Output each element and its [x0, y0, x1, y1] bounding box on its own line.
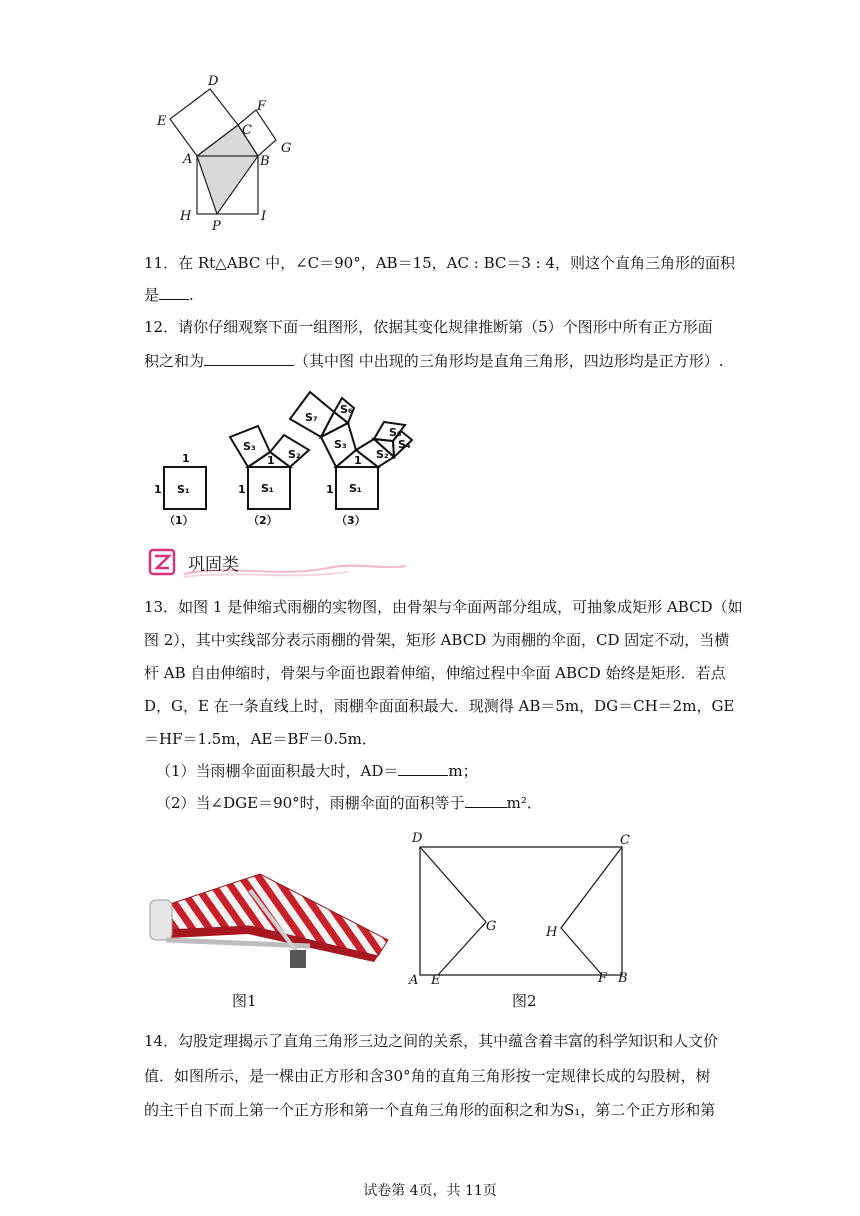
label-E: E: [431, 973, 441, 988]
label-G: G: [486, 919, 497, 934]
side-label: 1: [182, 452, 190, 465]
page-footer: 试卷第 4页，共 11页: [363, 1183, 497, 1199]
caption-3: （3）: [336, 514, 366, 527]
q13-sub1-prefix: （1）当雨棚伞面面积最大时，AD＝: [156, 762, 399, 780]
rectangle-figure: [400, 826, 640, 988]
q11-answer-blank[interactable]: [159, 284, 189, 300]
side-label: 1: [238, 483, 246, 496]
q12-line2: [144, 350, 724, 372]
side-label: 1: [354, 454, 362, 467]
caption-2: （2）: [248, 514, 278, 527]
q13-line4: D，G，E 在一条直线上时，雨棚伞面面积最大．现测得 AB＝5m，DG＝CH＝2m，GE: [144, 697, 735, 715]
label-F: F: [257, 99, 267, 114]
q12-answer-blank[interactable]: [204, 350, 294, 366]
q13-sub1-blank[interactable]: [398, 760, 448, 776]
label-H: H: [180, 209, 192, 224]
q12-line1: 12．请你仔细观察下面一组图形，依据其变化规律推断第（5）个图形中所有正方形面: [144, 318, 713, 336]
area-label-s3: S₃: [334, 438, 347, 451]
q13-line5: ＝HF＝1.5m，AE＝BF＝0.5m．: [144, 730, 377, 748]
label-C: C: [620, 833, 630, 848]
q14-line3: 的主干自下而上第一个正方形和第一个直角三角形的面积之和为S₁，第二个正方形和第: [144, 1101, 716, 1119]
area-label-s7: S₇: [305, 411, 318, 424]
label-D: D: [208, 74, 219, 89]
q13-sub1-suffix: m；: [448, 762, 478, 780]
area-label-s2: S₂: [376, 448, 389, 461]
q13-sub2-prefix: （2）当∠DGE＝90°时，雨棚伞面的面积等于: [156, 794, 465, 812]
q13-line2: 图 2），其中实线部分表示雨棚的骨架，矩形 ABCD 为雨棚的伞面，CD 固定不动，当横: [144, 631, 730, 649]
q13-sub2-blank[interactable]: [465, 792, 507, 808]
area-label-s1: S₁: [261, 482, 274, 495]
section-header: [148, 544, 408, 580]
caption-1: （1）: [164, 514, 194, 527]
label-A: A: [409, 973, 419, 988]
area-label-s3: S₃: [243, 440, 256, 453]
q12-prefix: 积之和为: [144, 352, 205, 370]
area-label-s1: S₁: [349, 482, 362, 495]
label-B: B: [260, 154, 270, 169]
label-B: B: [618, 971, 628, 986]
label-G: G: [281, 141, 292, 156]
label-E: E: [157, 114, 167, 129]
q14-line2: 值．如图所示，是一棵由正方形和含30°角的直角三角形按一定规律长成的勾股树，树: [144, 1067, 711, 1085]
area-label-s6: S₆: [340, 403, 353, 416]
label-F: F: [598, 971, 608, 986]
side-label: 1: [154, 483, 162, 496]
label-C: C: [242, 123, 252, 138]
area-label-s4: S₄: [398, 438, 411, 451]
label-D: D: [412, 831, 423, 846]
q11-prefix: 是: [144, 286, 160, 304]
q11-line1: 11．在 Rt△ABC 中，∠C＝90°，AB＝15，AC : BC＝3 : 4，则这个直角三角形的面积: [144, 254, 736, 272]
label-H: H: [546, 925, 558, 940]
q12-suffix: （其中图 中出现的三角形均是直角三角形，四边形均是正方形）.: [294, 352, 724, 370]
q13-sub2-suffix: m²．: [506, 794, 542, 812]
pythagoras-figure: [150, 70, 300, 235]
q13-line3: 杆 AB 自由伸缩时，骨架与伞面也跟着伸缩，伸缩过程中伞面 ABCD 始终是矩形．若点: [144, 664, 726, 682]
label-A: A: [183, 152, 193, 167]
q13-sub2: [156, 792, 736, 814]
section-decoration: [148, 544, 408, 580]
q13-line1: 13．如图 1 是伸缩式雨棚的实物图，由骨架与伞面两部分组成，可抽象成矩形 ABCD（如: [144, 598, 743, 616]
area-label-s5: S₅: [389, 426, 402, 439]
section-title: 巩固类: [188, 555, 239, 575]
q13-sub1: [156, 760, 736, 782]
label-I: I: [261, 209, 267, 224]
figure2-caption: 图2: [512, 992, 537, 1010]
q14-line1: 14．勾股定理揭示了直角三角形三边之间的关系，其中蕴含着丰富的科学知识和人文价: [144, 1032, 719, 1050]
area-label-s2: S₂: [288, 448, 301, 461]
side-label: 1: [326, 483, 334, 496]
side-label: 1: [267, 454, 275, 467]
awning-photo: [140, 860, 390, 980]
q11-line2: [144, 284, 724, 306]
q11-suffix: .: [189, 286, 194, 304]
area-label-s1: S₁: [177, 483, 190, 496]
figure1-caption: 图1: [232, 992, 257, 1010]
label-P: P: [212, 219, 221, 234]
square-sequence-figure: [150, 390, 430, 530]
